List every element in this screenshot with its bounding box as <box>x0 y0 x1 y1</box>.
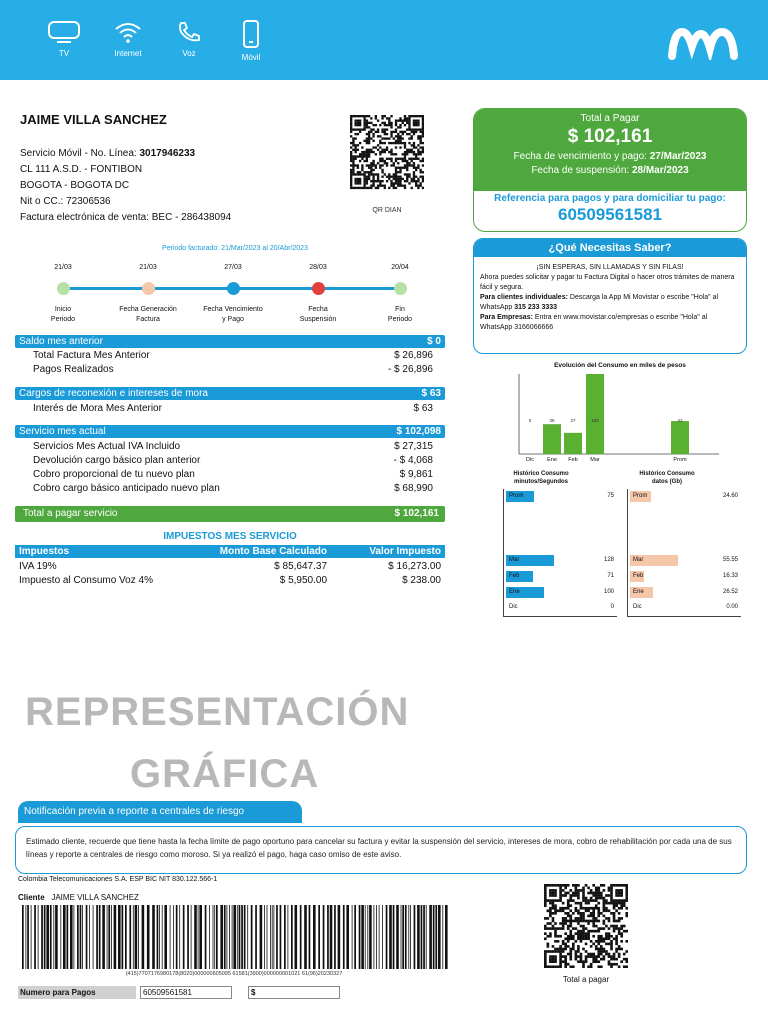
hist-min-title <box>486 470 596 486</box>
row-label: Total Factura Mes Anterior <box>33 350 150 361</box>
col-valor: Valor Impuesto <box>369 546 441 557</box>
notificacion-title: Notificación previa a reporte a centrales de riesgo <box>18 801 302 823</box>
hist-value: 24.60 <box>722 493 738 499</box>
hist-key: Feb <box>633 573 644 579</box>
nav-voz[interactable] <box>159 20 219 58</box>
chart-tick-label: Dic <box>526 457 534 463</box>
hist-row <box>630 491 740 502</box>
row-value: $ 63 <box>413 403 433 414</box>
info-box <box>473 238 747 354</box>
timeline-caption: Inicio Periodo <box>50 306 76 323</box>
saldo-title: Saldo mes anterior <box>19 336 103 347</box>
timeline-date: 21/03 <box>54 264 72 271</box>
timeline-date: 20/04 <box>391 264 409 271</box>
nav-movil-label: Móvil <box>241 53 261 62</box>
total-title: Total a Pagar <box>580 113 640 124</box>
saldo-row <box>33 363 433 377</box>
chart-tick-label: Feb <box>568 457 578 463</box>
hist-row <box>506 491 616 502</box>
due-label: Fecha de vencimiento y pago: <box>513 151 647 162</box>
hist-value: 100 <box>603 589 614 595</box>
city: BOGOTA - BOGOTA DC <box>20 180 130 191</box>
info-empresas <box>480 313 740 333</box>
barcode-text: (415)7707176980178(8020)000000605095 61581(3900)000000001021 61(96)20230327 <box>125 971 343 977</box>
row-value: - $ 4,068 <box>393 455 433 466</box>
hist-row <box>630 602 740 613</box>
header-bar <box>0 0 768 80</box>
chart-value-label: 42 <box>677 418 683 423</box>
ind-phone: 315 233 3333 <box>514 304 558 311</box>
tv-icon <box>47 20 81 44</box>
hist-row <box>506 587 616 598</box>
watermark-line2: GRÁFICA <box>130 752 320 796</box>
timeline-date: 28/03 <box>309 264 327 271</box>
nav-internet-label: Internet <box>114 49 142 58</box>
ind-label: Para clientes individuales: <box>480 294 568 301</box>
chart-value-label: 38 <box>549 418 555 423</box>
hist-key: Ene <box>633 589 644 595</box>
reference-label: Referencia para pagos y para domiciliar tu pago: <box>494 193 726 204</box>
row-label: Interés de Mora Mes Anterior <box>33 403 162 414</box>
info-title: ¿Qué Necesitas Saber? <box>474 239 746 257</box>
susp-date-row <box>474 165 746 176</box>
impuestos-title: IMPUESTOS MES SERVICIO <box>163 531 297 542</box>
info-individuales <box>480 293 740 313</box>
nav-movil[interactable] <box>221 20 281 62</box>
row-label: Servicios Mes Actual IVA Incluido <box>33 441 181 452</box>
saldo-row <box>33 349 433 363</box>
hist-value: 16.33 <box>722 573 738 579</box>
hist-value: 55.55 <box>722 557 738 563</box>
notificacion-text: Estimado cliente, recuerde que tiene hasta la fecha límite de pago oportuno para cancelar su factura y evitar la suspensión del servicio, intereses de mora, cobro de rehabilitación por cada una de sus líneas y reporte a centrales de riesgo como moroso. Si ya realizó el pago, haga caso omiso de este aviso. <box>15 826 747 874</box>
row-label: Cobro cargo básico anticipado nuevo plan <box>33 483 220 494</box>
row-value: $ 26,896 <box>394 350 433 361</box>
period-label: Periodo facturado: 21/Mar/2023 al 20/Abr/2023 <box>162 245 308 252</box>
numero-pagos-value: 60509561581 <box>140 986 232 999</box>
chart-tick-label: Prom <box>673 457 687 463</box>
timeline-dot <box>312 282 325 295</box>
chart-bar <box>586 374 604 454</box>
impuesto-base: $ 85,647.37 <box>274 561 327 572</box>
hist-row <box>630 587 740 598</box>
barcode-icon <box>18 905 450 969</box>
numero-pagos-label: Numero para Pagos <box>18 986 136 999</box>
impuestos-header <box>15 545 445 558</box>
row-label: Pagos Realizados <box>33 364 114 375</box>
chart-bar <box>543 424 561 454</box>
servicio-row <box>33 468 433 482</box>
cargos-bar <box>15 387 445 400</box>
hist-row <box>506 602 616 613</box>
hist-value: 75 <box>607 493 614 499</box>
invoice-number: Factura electrónica de venta: BEC - 286438094 <box>20 212 232 223</box>
row-label: Devolución cargo básico plan anterior <box>33 455 201 466</box>
timeline-date: 21/03 <box>139 264 157 271</box>
hist-datos-title2: datos (Gb) <box>652 479 682 485</box>
line-number: 3017946233 <box>139 148 196 159</box>
hist-key: Mar <box>509 557 520 563</box>
cliente-label: Cliente <box>18 893 45 902</box>
total-servicio-label: Total a pagar servicio <box>23 508 118 519</box>
timeline-caption: Fin Periodo <box>387 306 413 323</box>
hist-value: 128 <box>603 557 614 563</box>
customer-info <box>20 146 231 226</box>
hist-min-title1: Histórico Consumo <box>513 471 569 477</box>
hist-value: 71 <box>607 573 614 579</box>
servicio-row <box>33 440 433 454</box>
saldo-bar <box>15 335 445 348</box>
chart-title: Evolución del Consumo en miles de pesos <box>554 362 686 369</box>
impuesto-value: $ 16,273.00 <box>388 561 441 572</box>
timeline-dot <box>142 282 155 295</box>
chart-value-label: 102 <box>591 418 599 423</box>
company-info: Colombia Telecomunicaciones S.A. ESP BIC NIT 830.122.566-1 <box>18 876 218 883</box>
susp-label: Fecha de suspensión: <box>531 165 630 176</box>
row-value: $ 27,315 <box>394 441 433 452</box>
hist-min-title2: minutos/Segundos <box>514 479 568 485</box>
nav-tv-label: TV <box>58 49 70 58</box>
mobile-icon <box>241 20 261 48</box>
qr-dian-icon <box>350 104 424 200</box>
emp-text: Entra en www.movistar.co/empresas o escribe "Hola" al WhatsApp 3166066666 <box>480 314 708 331</box>
nav-voz-label: Voz <box>182 49 196 58</box>
nit: Nit o CC.: 72306536 <box>20 196 111 207</box>
timeline-date: 27/03 <box>224 264 242 271</box>
row-value: $ 9,861 <box>399 469 433 480</box>
chart-bar <box>564 433 582 454</box>
impuesto-name: Impuesto al Consumo Voz 4% <box>19 575 153 586</box>
hist-datos-table <box>627 489 741 617</box>
qr-dian-label: QR DIAN <box>372 207 402 214</box>
line-row <box>20 146 231 162</box>
cargos-title: Cargos de reconexión e intereses de mora <box>19 388 208 399</box>
reference-number: 60509561581 <box>557 205 662 224</box>
hist-value: 0 <box>610 604 614 610</box>
impuesto-value: $ 238.00 <box>402 575 441 586</box>
row-value: $ 68,990 <box>394 483 433 494</box>
hist-datos-title <box>612 470 722 486</box>
qr-payment-icon <box>544 884 628 968</box>
hist-row <box>630 571 740 582</box>
total-servicio-value: $ 102,161 <box>394 508 439 519</box>
timeline-dot <box>57 282 70 295</box>
hist-datos-title1: Histórico Consumo <box>639 471 695 477</box>
info-body <box>474 257 746 339</box>
wifi-icon <box>113 20 143 44</box>
hist-key: Dic <box>509 604 518 610</box>
ind-text: Descarga la App Mi Movistar o escribe "Hola" al WhatsApp <box>480 294 719 311</box>
due-date-row <box>474 151 746 162</box>
hist-key: Mar <box>633 557 644 563</box>
row-label: Cobro proporcional de tu nuevo plan <box>33 469 195 480</box>
chart-value-label: 0 <box>528 418 532 423</box>
hist-row <box>506 571 616 582</box>
cliente-name: JAIME VILLA SANCHEZ <box>51 893 139 902</box>
hist-key: Ene <box>509 589 520 595</box>
address: CL 111 A.S.D. - FONTIBON <box>20 164 143 175</box>
total-green-panel <box>474 109 746 191</box>
info-line1: ¡SIN ESPERAS, SIN LLAMADAS Y SIN FILAS! <box>536 264 684 271</box>
total-pagar-label: Total a pagar <box>562 975 610 984</box>
susp-date: 28/Mar/2023 <box>631 165 689 176</box>
due-date: 27/Mar/2023 <box>649 151 707 162</box>
servicio-row <box>33 454 433 468</box>
hist-key: Prom <box>633 493 648 499</box>
timeline-caption: Fecha Generación Factura <box>119 306 177 323</box>
impuesto-base: $ 5,950.00 <box>279 575 327 586</box>
hist-key: Feb <box>509 573 520 579</box>
servicio-title: Servicio mes actual <box>19 426 106 437</box>
col-impuestos: Impuestos <box>19 546 70 557</box>
nav-tv[interactable] <box>34 20 94 58</box>
movistar-logo-icon <box>668 26 738 63</box>
chart-tick-label: Ene <box>547 457 557 463</box>
hist-key: Prom <box>509 493 524 499</box>
pago-amount-field: $ <box>248 986 340 999</box>
total-amount: $ 102,161 <box>567 126 653 147</box>
timeline-caption: Fecha Vencimiento y Pago <box>203 306 263 323</box>
info-line2: Ahora puedes solicitar y pagar tu Factura Digital o hacer otros trámites de manera fácil y segura. <box>480 274 735 291</box>
hist-row <box>630 555 740 566</box>
col-base: Monto Base Calculado <box>219 546 327 557</box>
chart-value-label: 27 <box>570 418 576 423</box>
chart-tick-label: Mar <box>590 457 600 463</box>
saldo-value: $ 0 <box>427 336 441 347</box>
hist-value: 26.52 <box>722 589 738 595</box>
hist-row <box>506 555 616 566</box>
hist-min-table <box>503 489 617 617</box>
servicio-value: $ 102,098 <box>396 426 441 437</box>
cargos-row <box>33 402 433 416</box>
timeline-dot <box>227 282 240 295</box>
total-box <box>473 108 747 232</box>
chart-bar <box>671 421 689 454</box>
timeline-dot <box>394 282 407 295</box>
phone-icon <box>176 20 202 44</box>
hist-value: 0.00 <box>726 604 738 610</box>
hist-key: Dic <box>633 604 642 610</box>
cliente-row <box>18 893 139 902</box>
cargos-value: $ 63 <box>421 388 441 399</box>
nav-internet[interactable] <box>98 20 158 58</box>
emp-label: Para Empresas: <box>480 314 533 321</box>
impuesto-name: IVA 19% <box>19 561 57 572</box>
customer-name: JAIME VILLA SANCHEZ <box>20 112 167 127</box>
consumo-chart <box>505 368 745 464</box>
row-value: - $ 26,896 <box>387 364 433 375</box>
timeline-caption: Fecha Suspensión <box>299 306 337 323</box>
watermark-line1: REPRESENTACIÓN <box>25 690 410 734</box>
line-label: Servicio Móvil - No. Línea: <box>20 148 137 159</box>
servicio-bar <box>15 425 445 438</box>
servicio-row <box>33 482 433 496</box>
total-servicio-bar <box>15 506 445 522</box>
